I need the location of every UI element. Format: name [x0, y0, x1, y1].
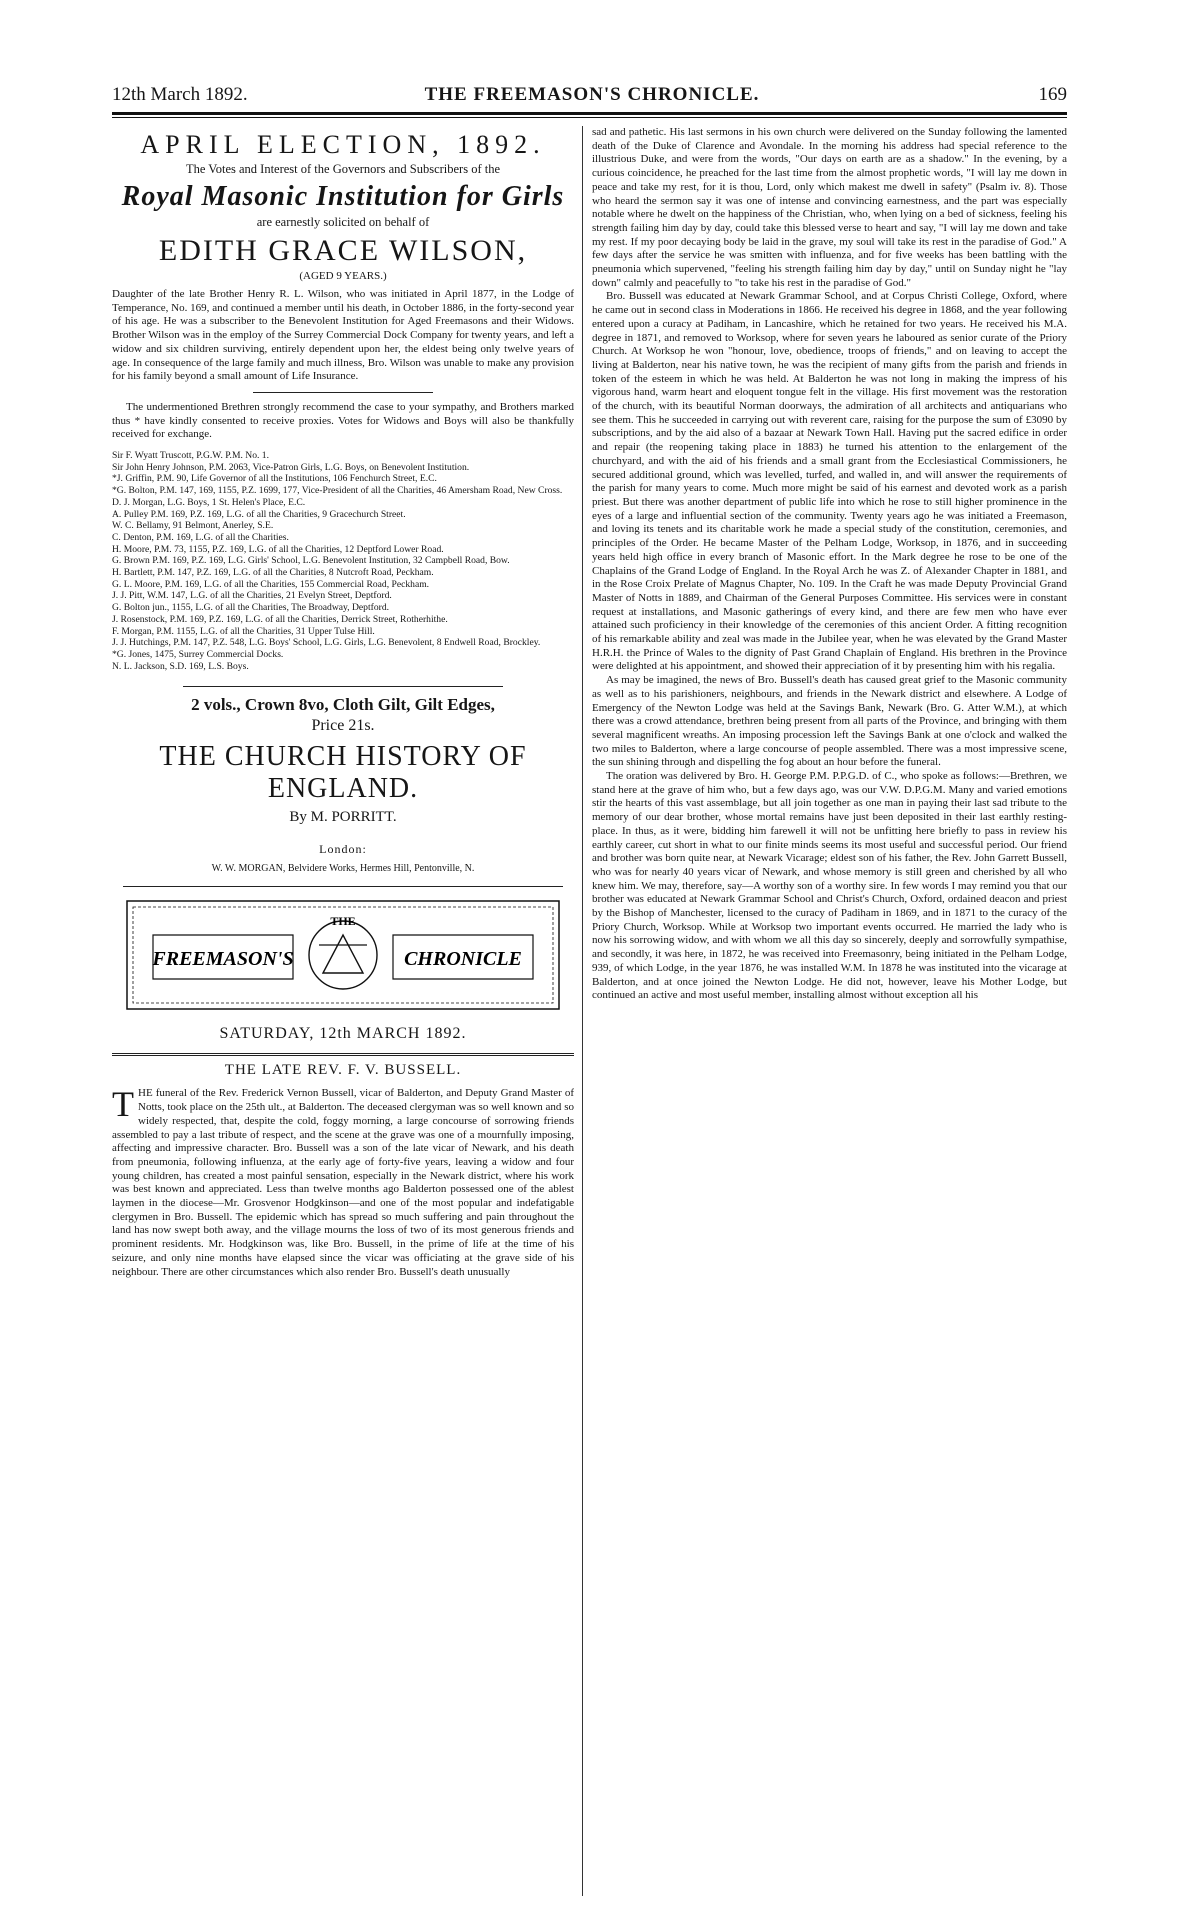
list-item: Sir F. Wyatt Truscott, P.G.W. P.M. No. 1. [112, 450, 269, 462]
article-body-left: HE funeral of the Rev. Frederick Vernon Bussell, vicar of Balderton, and Deputy Grand Master of Notts, took place on the 25th ult., at Balderton. The deceased clergyman was so well known and so widely respected, that, despite the cold, foggy morning, a large concourse of sorrowing friends assembled to pay a last tribute of respect, and the scene at the grave was one of a mournfully imposing, affecting and impressive character. Bro. Bussell was a son of the late vicar of Newark, and his death from pneumonia, following influenza, at the early age of forty-five years, leaving a widow and four young children, has created a most painful sensation, especially in the Newark district, where his work was best known and appreciated. Less than twelve months ago Balderton possessed one of the ablest laymen in the diocese—Mr. Grosvenor Hodgkinson—and one of the most popular and indefatigable clergymen in Bro. Bussell. The epidemic which has spread so much suffering and pain throughout the land has now swept both away, and the village mourns the loss of two of its most generous friends and prominent residents. Mr. Hodgkinson was, like Bro. Bussell, in the prime of life at the time of his seizure, and only nine months have elapsed since the vicar was officiating at the grave side of his neighbour. There are other circumstances which also render Bro. Bussell's death unusually [112, 1087, 574, 1278]
compass-square-icon [323, 935, 363, 973]
advert-sub: The Votes and Interest of the Governors and Subscribers of the [185, 162, 501, 176]
list-item: C. Denton, P.M. 169, L.G. of all the Charities. [112, 531, 289, 543]
divider [112, 1053, 574, 1056]
book-title: THE CHURCH HISTORY OF ENGLAND. [159, 741, 527, 805]
article-paragraph: The oration was delivered by Bro. H. George P.M. P.P.G.D. of C., who spoke as follows:—Brethren, we stand here at the grave of him who, but a few days ago, was our V.W. D.P.G.M. Many and varied emotions stir the hearts of this vast assemblage, but all join together as one man in paying their last sad tribute to the memory of our dear brother, whose mortal remains have just been deposited in their last earthly resting-place. In thus, as it were, bidding him farewell it will not be unfitting here briefly to pass in review his earthly career, cut short in what to our finite minds seems its most useful and successful period. Our friend and brother was born quite near, at Newark Vicarage; eldest son of his father, the Rev. John Garrett Bussell, who was for nearly 40 years vicar of Newark, and whose memory is still green and cherished by all who knew him. We may, therefore, say—A worthy son of a worthy sire. In few words I may remind you that our brother was educated at Newark Grammar School and Christ's Church, Oxford, ordained deacon and priest by the Bishop of Manchester, licensed to the curacy of Padiham in 1869, and in 1871 to the curacy of the Priory Church, Worksop. While at Worksop two important events occurred. He married the lady who is now his sorrowing widow, and with whom we all this day so sincerely, deeply and sorrowfully sympathise, and secondly, it was here, in 1872, he was received into Freemasonry, being initiated in the Pelham Lodge, 939, of which Lodge, in the year 1876, he was installed W.M. In 1878 he was instituted into the vicarage at Balderton, and at once joined the Newton Lodge. He did not, however, leave his Mother Lodge, but continued an active and most useful member, installing almost without exception all his [592, 770, 1067, 1002]
list-item: N. L. Jackson, S.D. 169, L.S. Boys. [112, 660, 249, 672]
article-title: THE LATE REV. F. V. BUSSELL. [224, 1062, 462, 1079]
candidate-age: (AGED 9 YEARS.) [299, 270, 387, 282]
book-advert [112, 695, 574, 874]
left-column [112, 126, 574, 1896]
running-header [112, 80, 1067, 114]
divider [183, 686, 503, 687]
institution-name: Royal Masonic Institution for Girls [121, 181, 565, 212]
newspaper-page [112, 80, 1067, 1900]
brethren-list [112, 450, 574, 672]
advert-solicited: are earnestly solicited on behalf of [256, 215, 430, 229]
article-text-left [112, 1084, 574, 1279]
header-rule [112, 112, 1067, 115]
divider [123, 886, 563, 887]
page-number: 169 [1038, 84, 1067, 105]
advert-recommend: The undermentioned Brethren strongly recommend the case to your sympathy, and Brothers marked thus * have kindly consented to receive proxies. Votes for Widows and Boys will also be thankfully received for exchange. [112, 400, 574, 441]
list-item: J. J. Hutchings, P.M. 147, P.Z. 548, L.G. Boys' School, L.G. Girls, L.G. Benevolent, 8 Endwell Road, Brockley. [112, 637, 541, 649]
list-item: W. C. Bellamy, 91 Belmont, Anerley, S.E. [112, 520, 274, 532]
list-item: J. J. Pitt, W.M. 147, L.G. of all the Charities, 21 Evelyn Street, Deptford. [112, 590, 392, 602]
list-item: D. J. Morgan, L.G. Boys, 1 St. Helen's Place, E.C. [112, 496, 306, 508]
masthead-right-word: CHRONICLE [404, 948, 522, 971]
book-format: 2 vols., Crown 8vo, Cloth Gilt, Gilt Edges, [191, 695, 495, 715]
masthead-banner [123, 895, 563, 1015]
column-divider [582, 126, 583, 1896]
list-item: A. Pulley P.M. 169, P.Z. 169, L.G. of all the Charities, 9 Gracechurch Street. [112, 508, 406, 520]
list-item: Sir John Henry Johnson, P.M. 2063, Vice-Patron Girls, L.G. Boys, on Benevolent Institution. [112, 461, 470, 473]
divider [253, 392, 433, 393]
book-publisher: W. W. MORGAN, Belvidere Works, Hermes Hill, Pentonville, N. [211, 863, 475, 875]
header-date: 12th March 1892. [112, 84, 248, 105]
article-paragraph: sad and pathetic. His last sermons in his own church were delivered on the Sunday following the lamented death of the Duke of Clarence and Avondale. In the morning his address had special reference to the illustrious Duke, and were from the words, "Our days on earth are as a shadow." In the evening, by a curious coincidence, he preached for the last time from the almost prophetic words, "I will lay me down in peace and take my rest, for it is thou, Lord, only which makest me dwell in safety" (Psalm iv. 8). Those who heard the sermon say it was one of intense and convincing earnestness, and the part was especially notable where he dwelt on the happiness of the Christian, who, when lying on a bed of sickness, feeling his strength failing him day by day, could take this blessed verse to heart and say, "I will lay me down and take my rest. If my poor decaying body be laid in the grave, my soul will take its rest in the paradise of God." A few days after the service he was smitten with influenza, and for five weeks has been battling with the pneumonia which supervened, "feeling his strength failing him day by day," until on Sunday night he "lay down" calmly and peacefully to "to take his rest in the paradise of God." [592, 126, 1067, 289]
advert-body: Daughter of the late Brother Henry R. L. Wilson, who was initiated in April 1877, in the Lodge of Temperance, No. 169, and continued a member until his death, in October 1886, in the forty-second year of his age. He was a subscriber to the Benevolent Institution for Aged Freemasons and their Widows. Brother Wilson was in the employ of the Surrey Commercial Dock Company for twenty years, and left a widow and six children surviving, entirely dependent upon her, the eldest being only twelve years of age. In consequence of the large family and much illness, Bro. Wilson was unable to make any provision for his family beyond a small amount of Life Insurance. [112, 288, 574, 383]
header-title: THE FREEMASON'S CHRONICLE. [424, 84, 760, 105]
article-paragraph: As may be imagined, the news of Bro. Bussell's death has caused great grief to the Masonic community as well as to his parishioners, neighbours, and friends in the Newark district and elsewhere. A Lodge of Emergency of the Newton Lodge was held at the Savings Bank, Newark (Bro. G. Atter W.M.), at which there was a crowd attendance, brethren being present from all parts of the Province, and bringing with them several magnificent wreaths. An imposing procession left the Savings Bank at one o'clock and walked the two miles to Balderton, where a large concourse of people assembled. There was a most impressive scene, the sun shining through and dispelling the fog about an hour before the funeral. [592, 674, 1067, 769]
right-column [592, 126, 1067, 1896]
list-item: G. Brown P.M. 169, P.Z. 169, L.G. Girls' School, L.G. Benevolent Institution, 32 Campbell Road, Bow. [112, 555, 510, 567]
book-author: By M. PORRITT. [289, 809, 397, 826]
book-price: Price 21s. [311, 717, 375, 735]
masthead-left-word: FREEMASON'S [152, 948, 294, 971]
list-item: J. Rosenstock, P.M. 169, P.Z. 169, L.G. of all the Charities, Derrick Street, Rotherhithe. [112, 613, 448, 625]
list-item: H. Bartlett, P.M. 147, P.Z. 169, L.G. of all the Charities, 8 Nutcroft Road, Peckham. [112, 567, 434, 579]
issue-date: SATURDAY, 12th MARCH 1892. [219, 1025, 467, 1043]
list-item: F. Morgan, P.M. 1155, L.G. of all the Charities, 31 Upper Tulse Hill. [112, 625, 375, 637]
masthead-middle-word: THE [330, 914, 356, 929]
header-rule-thin [112, 117, 1067, 118]
list-item: H. Moore, P.M. 73, 1155, P.Z. 169, L.G. of all the Charities, 12 Deptford Lower Road. [112, 543, 444, 555]
list-item: *J. Griffin, P.M. 90, Life Governor of all the Institutions, 106 Fenchurch Street, E.C. [112, 473, 437, 485]
list-item: G. Bolton jun., 1155, L.G. of all the Charities, The Broadway, Deptford. [112, 602, 390, 614]
list-item: *G. Bolton, P.M. 147, 169, 1155, P.Z. 1699, 177, Vice-President of all the Charities, 46 Amersham Road, New Cross. [112, 485, 563, 497]
dropcap: T [112, 1084, 134, 1125]
list-item: *G. Jones, 1475, Surrey Commercial Docks. [112, 648, 284, 660]
article-paragraph: Bro. Bussell was educated at Newark Grammar School, and at Corpus Christi College, Oxford, where he came out in second class in Moderations in 1866. He received his degree in 1868, and the year following entered upon a curacy at Padiham, in Lancashire, which he retained for two years. He received his M.A. degree in 1871, and removed to Worksop, where for seven years he laboured as senior curate of the Priory Church. At Worksop he won "honour, love, obedience, troops of friends," and on leaving to accept the living at Balderton, near his native town, he was the recipient of many gifts from the parish and friends in token of the esteem in which he was held. At Balderton he was not long in making the impress of his vigorous hand, warm heart and eloquent tongue felt in the village. His first movement was the restoration of the church, with its beautiful Norman doorways, the admiration of all architects and antiquarians who see them. This he succeeded in carrying out with reverent care, raising for the purpose the sum of £3090 by subscriptions, and by the aid also of a bazaar at Newark Town Hall. Having put the sacred edifice in order and repair (the reopening taking place in 1883) he turned his attention to the enlargement of the churchyard, and with the aid of his friends and a small grant from the Ecclesiastical Commissioners, he secured additional ground, which was levelled, turfed, and walled in, and will answer the requirements of the parish for many years to come. Much more might be said of his earnest and devoted work as a parish priest. But there was another department of public life into which he rose to still higher prominence in the eyes of a large and influential section of the community. Twenty years ago he was initiated a Freemason, and loving its tenets and its charitable work he made a special study of the constitution, ceremonies, and principles of the Order. He became Master of the Pelham Lodge, Worksop, in 1876, and in succeeding years held high office in every branch of Masonic effort. In the Mark degree he rose to be one of the Chaplains of the Grand Lodge of England. In the Royal Arch he was Z. of Alexander Chapter in 1881, and in the Rose Croix Prelate of Magnus Chapter, No. 109. In the Craft he was made Deputy Provincial Grand Master of Notts in 1889, and Chairman of the General Purposes Committee. His services were in constant request at installations, and Masonic gatherings of every kind, and there are few men who have ever attained such proficiency in their knowledge of the ceremonies of this ancient Order. A fitting recognition of his remarkable ability and zeal was made in the Jubilee year, when he was elevated by the Grand Master H.R.H. the Prince of Wales to the dignity of Past Grand Chaplain of England. His brethren in the Province were delighted at his appointment, and showed their appreciation of it by presenting him with his regalia. [592, 290, 1067, 673]
book-london: London: [319, 842, 367, 857]
advert-heading: APRIL ELECTION, 1892. [140, 130, 546, 159]
masthead-emblem [309, 921, 377, 989]
election-advert [112, 130, 574, 282]
candidate-name: EDITH GRACE WILSON, [158, 234, 528, 267]
list-item: G. L. Moore, P.M. 169, L.G. of all the Charities, 155 Commercial Road, Peckham. [112, 578, 430, 590]
